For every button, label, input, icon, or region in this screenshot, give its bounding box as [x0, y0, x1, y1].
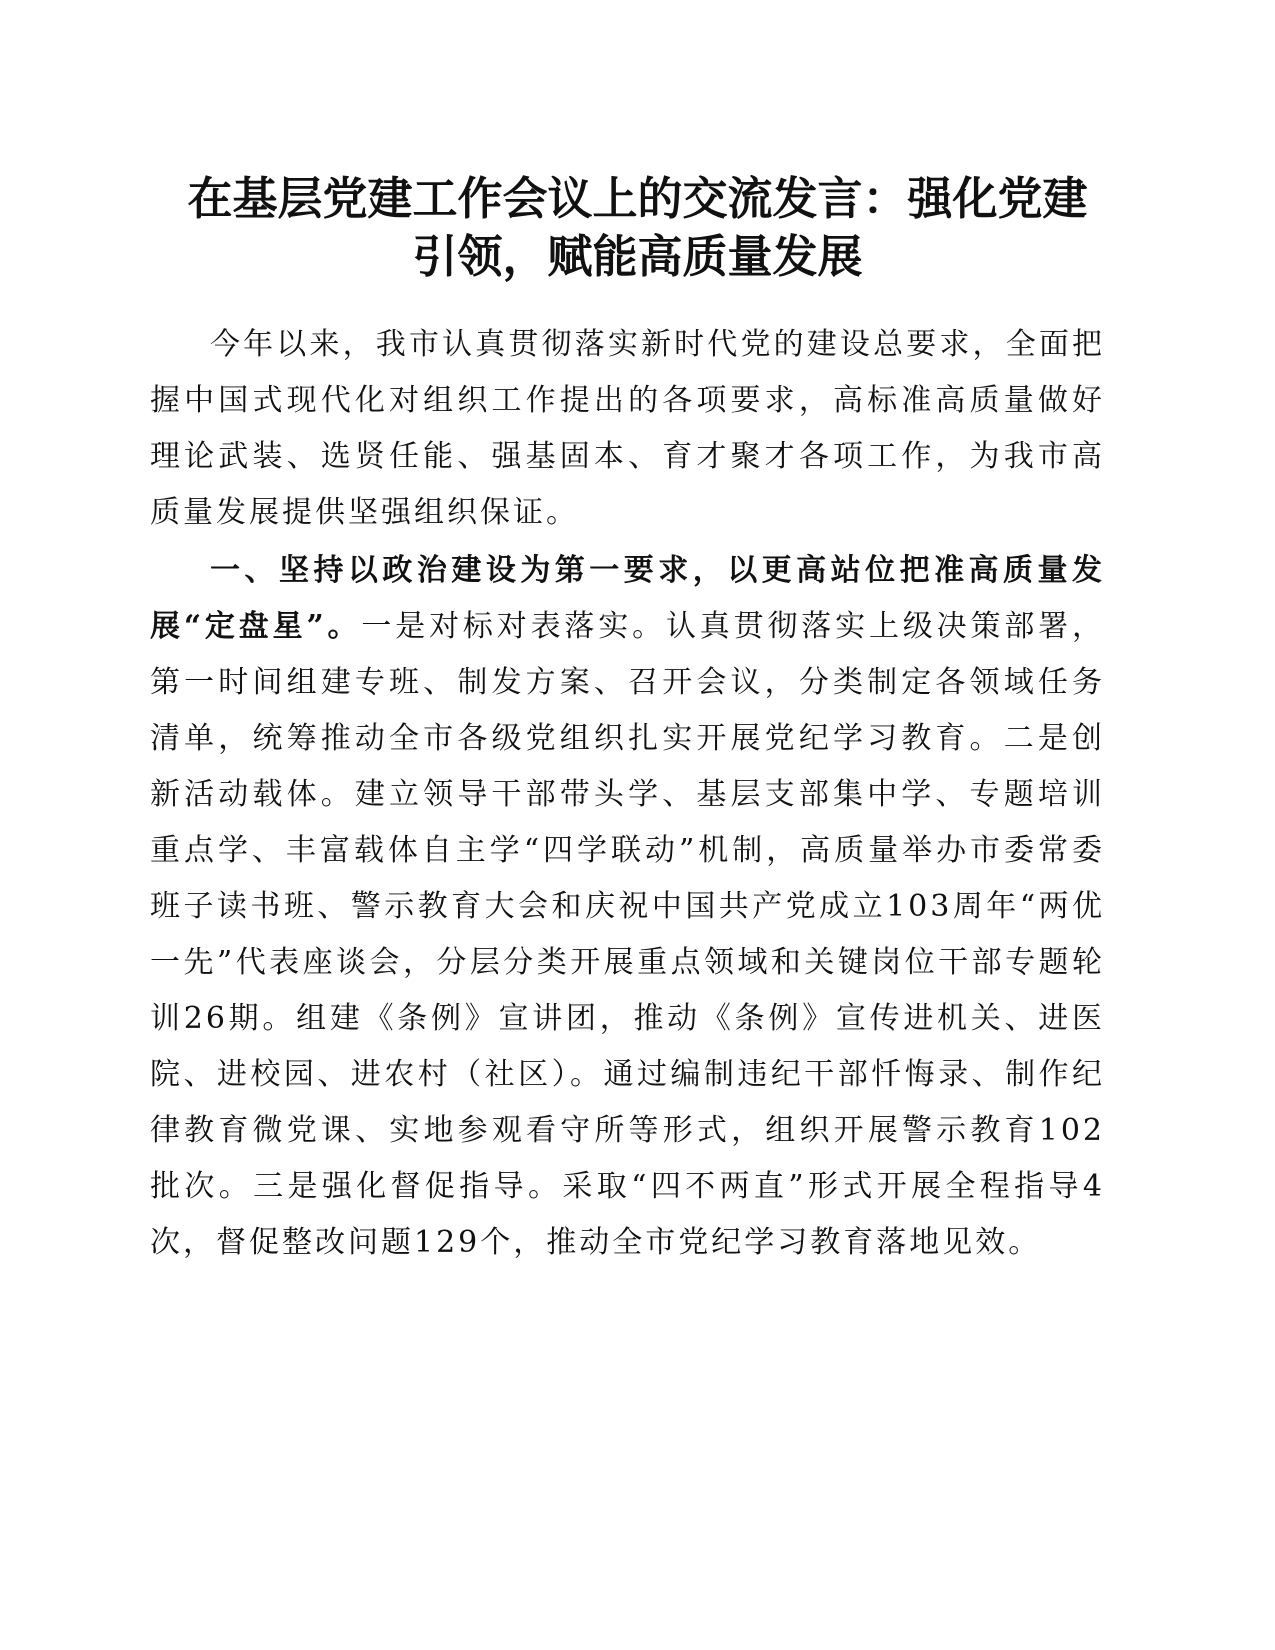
title-line-2: 引领，赋能高质量发展	[412, 230, 863, 283]
section-1-body: 一是对标对表落实。认真贯彻落实上级决策部署，第一时间组建专班、制发方案、召开会议，分类制定各领域任务清单，统筹推动全市各级党组织扎实开展党纪学习教育。二是创新活动载体。建立领导干部带头学、基层支部集中学、专题培训重点学、丰富载体自主学“四学联动”机制，高质量举办市委常委班子读书班、警示教育大会和庆祝中国共产党成立103周年“两优一先”代表座谈会，分层分类开展重点领域和关键岗位干部专题轮训26期。组建《条例》宣讲团，推动《条例》宣传进机关、进医院、进校园、进农村（社区）。通过编制违纪干部忏悔录、制作纪律教育微党课、实地参观看守所等形式，组织开展警示教育102批次。三是强化督促指导。采取“四不两直”形式开展全程指导4次，督促整改问题129个，推动全市党纪学习教育落地见效。	[150, 609, 1106, 1260]
intro-paragraph: 今年以来，我市认真贯彻落实新时代党的建设总要求，全面把握中国式现代化对组织工作提出的各项要求，高标准高质量做好理论武装、选贤任能、强基固本、育才聚才各项工作，为我市高质量发展提供坚强组织保证。	[150, 327, 1105, 530]
section-1-heading: 一、坚持以政治建设为第一要求，以更高站位把准高质量发展“定盘星”。	[150, 553, 1105, 644]
document-title	[150, 170, 1125, 286]
title-line-1: 在基层党建工作会议上的交流发言：强化党建	[187, 172, 1088, 225]
section-1-paragraph	[150, 543, 1105, 1271]
